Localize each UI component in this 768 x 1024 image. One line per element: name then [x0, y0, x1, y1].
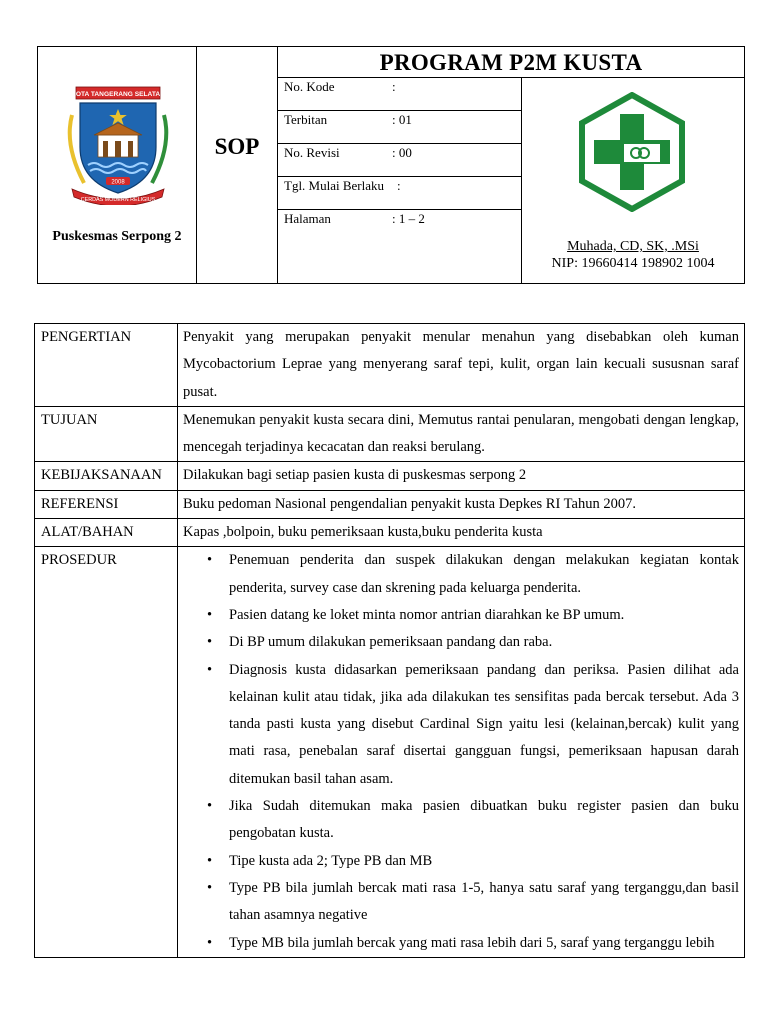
- info-row-edition: [278, 111, 521, 144]
- list-item: • Pasien datang ke loket minta nomor antrian diarahkan ke BP umum.: [229, 602, 739, 629]
- row-key: PROSEDUR: [35, 547, 178, 957]
- sop-label: SOP: [214, 134, 260, 159]
- row-value: Penyakit yang merupakan penyakit menular menahun yang disebabkan oleh kuman Mycobactorium Leprae yang menyerang saraf tepi, kulit, organ lain kecuali sususnan saraf pusat.: [178, 324, 745, 407]
- crest-top-text: KOTA TANGERANG SELATAN: [71, 91, 165, 98]
- signatory-cell: [522, 78, 744, 283]
- list-item: • Penemuan penderita dan suspek dilakukan dengan melakukan kegiatan kontak penderita, survey case dan skrening pada keluarga penderita.: [229, 547, 739, 602]
- sop-content-table: [34, 323, 745, 958]
- crest-motto: CERDAS MODERN RELIGIUS: [80, 197, 156, 203]
- info-row-code: [278, 78, 521, 111]
- row-value: Kapas ,bolpoin, buku pemeriksaan kusta,buku penderita kusta: [178, 519, 745, 547]
- table-row-procedure: [35, 547, 745, 957]
- signatory-nip: NIP: 19660414 198902 1004: [551, 256, 715, 271]
- info-label: Tgl. Mulai Berlaku: [284, 178, 385, 193]
- table-row: [35, 324, 745, 407]
- document-info-table: [278, 78, 522, 283]
- info-row-revision: [278, 144, 521, 177]
- info-row-effective-date: [278, 177, 521, 210]
- procedure-list: [183, 547, 739, 956]
- info-value: :: [392, 79, 396, 94]
- row-value: Dilakukan bagi setiap pasien kusta di puskesmas serpong 2: [178, 462, 745, 490]
- info-value: : 01: [392, 112, 412, 127]
- row-key: ALAT/BAHAN: [35, 519, 178, 547]
- info-label: No. Kode: [284, 79, 335, 94]
- puskesmas-logo-icon: [572, 92, 692, 212]
- list-item: • Type MB bila jumlah bercak yang mati rasa lebih dari 5, saraf yang terganggu lebih: [229, 930, 739, 957]
- organization-cell: [38, 47, 197, 283]
- row-key: REFERENSI: [35, 490, 178, 518]
- row-key: TUJUAN: [35, 406, 178, 462]
- organization-name: Puskesmas Serpong 2: [52, 229, 182, 244]
- table-row: [35, 519, 745, 547]
- list-item: • Diagnosis kusta didasarkan pemeriksaan pandang dan periksa. Pasien dilihat ada kelainan kulit atau tidak, jika ada dilakukan tes sensifitas pada bercak tersebut. Ada 3 tanda pasti kusta yang disebut Cardinal Sign yaitu lesi (kelainan,bercak) kulit yang mati rasa, penebalan saraf disertai gangguan fungsi, pemeriksaan hapusan darah ditemukan basil tahan asam.: [229, 657, 739, 793]
- list-item: • Jika Sudah ditemukan maka pasien dibuatkan buku register pasien dan buku pengobatan kusta.: [229, 793, 739, 848]
- info-label: No. Revisi: [284, 145, 340, 160]
- sop-label-cell: [197, 47, 278, 283]
- info-label: Terbitan: [284, 112, 328, 127]
- row-value: Buku pedoman Nasional pengendalian penyakit kusta Depkes RI Tahun 2007.: [178, 490, 745, 518]
- info-label: Halaman: [284, 211, 331, 226]
- list-item: • Type PB bila jumlah bercak mati rasa 1-5, hanya satu saraf yang terganggu,dan basil tahan asamnya negative: [229, 875, 739, 930]
- document-title: PROGRAM P2M KUSTA: [379, 50, 643, 75]
- row-key: KEBIJAKSANAAN: [35, 462, 178, 490]
- list-item: • Di BP umum dilakukan pemeriksaan pandang dan raba.: [229, 629, 739, 656]
- row-key: PENGERTIAN: [35, 324, 178, 407]
- signatory-name: Muhada, CD, SK, .MSi: [567, 239, 699, 254]
- table-row: [35, 406, 745, 462]
- row-value: Menemukan penyakit kusta secara dini, Memutus rantai penularan, mengobati dengan lengkap, mencegah terjadinya kecacatan dan reaksi berulang.: [178, 406, 745, 462]
- kota-tangerang-selatan-crest-icon: [58, 85, 178, 205]
- list-item: • Tipe kusta ada 2; Type PB dan MB: [229, 848, 739, 875]
- info-value: : 00: [392, 145, 412, 160]
- table-row: [35, 490, 745, 518]
- title-cell: [278, 47, 744, 78]
- crest-year: 2008: [111, 179, 125, 186]
- procedure-cell: [178, 547, 745, 957]
- info-value: : 1 – 2: [392, 211, 425, 226]
- table-row: [35, 462, 745, 490]
- info-value: :: [397, 178, 401, 193]
- sop-header-table: [37, 46, 745, 284]
